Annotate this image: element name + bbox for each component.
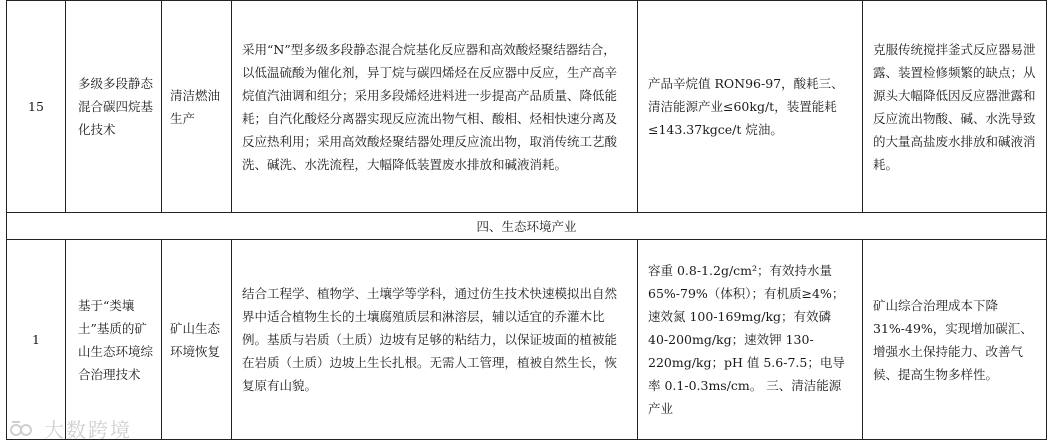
technical-indicators: 产品辛烷值 RON96-97，酸耗三、清洁能源产业≤60kg/t，装置能耗≤143.37kgce/t 烷油。: [638, 1, 863, 213]
application-field: 矿山生态环境恢复: [162, 240, 232, 440]
technology-name: 基于“类壤土”基质的矿山生态环境综合治理技术: [66, 240, 162, 440]
row-number: 1: [7, 240, 66, 440]
application-field: 清洁燃油生产: [162, 1, 232, 213]
technology-description: 采用“N”型多级多段静态混合烷基化反应器和高效酸烃聚结器结合，以低温硫酸为催化剂，异丁烷与碳四烯烃在反应器中反应，生产高辛烷值汽油调和组分；采用多段烯烃进料进一步提高产品质量、降低能耗；自汽化酸烃分离器实现反应流出物气相、酸相、烃相快速分离及反应热利用；采用高效酸烃聚结器处理反应流出物，取消传统工艺酸洗、碱洗、水洗流程，大幅降低装置废水排放和碱液消耗。: [232, 1, 638, 213]
technology-name: 多级多段静态混合碳四烷基化技术: [66, 1, 162, 213]
benefits: 矿山综合治理成本下降 31%-49%，实现增加碳汇、增强水土保持能力、改善气候、提高生物多样性。: [863, 240, 1047, 440]
table-row: [7, 240, 1047, 440]
technology-description: 结合工程学、植物学、土壤学等学科，通过仿生技术快速模拟出自然界中适合植物生长的土壤腐殖质层和淋溶层，辅以适宜的乔灌木比例。基质与岩质（土质）边坡有足够的粘结力，以保证坡面的植被能在岩质（土质）边坡上生长扎根。无需人工管理，植被自然生长，恢复原有山貌。: [232, 240, 638, 440]
watermark: [10, 414, 132, 443]
watermark-logo-icon: [10, 418, 38, 440]
benefits: 克服传统搅拌釜式反应器易泄露、装置检修频繁的缺点；从源头大幅降低因反应器泄露和反应流出物酸、碱、水洗导致的大量高盐废水排放和碱液消耗。: [863, 1, 1047, 213]
technology-table: [6, 0, 1047, 440]
technical-indicators: 容重 0.8-1.2g/cm²；有效持水量 65%-79%（体积）；有机质≥4%；速效氮 100-169mg/kg；有效磷 40-200mg/kg；速效钾 130-220mg/kg；pH 值 5.6-7.5；电导率 0.1-0.3ms/cm。 三、清洁能源产业: [638, 240, 863, 440]
watermark-text: 大数跨境: [44, 418, 132, 442]
row-number: 15: [7, 1, 66, 213]
table-row: [7, 1, 1047, 213]
section-header: 四、生态环境产业: [7, 213, 1047, 240]
section-row: [7, 213, 1047, 240]
